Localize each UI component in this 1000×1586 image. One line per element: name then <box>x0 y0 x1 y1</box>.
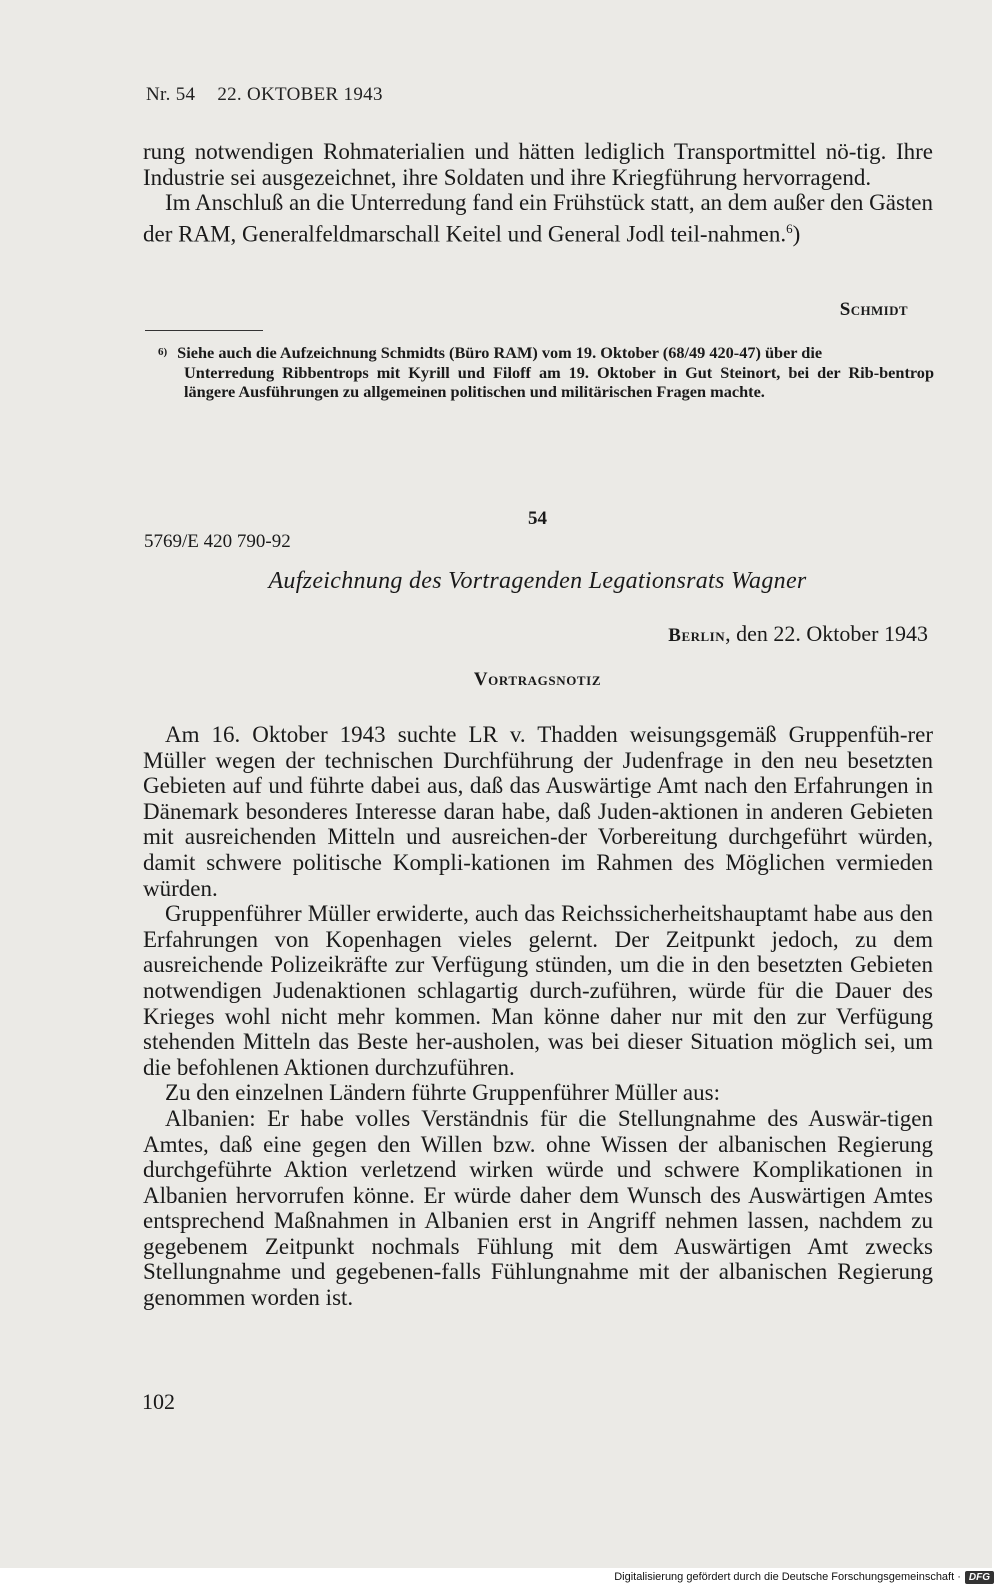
credit-text: Digitalisierung gefördert durch die Deutsche Forschungsgemeinschaft · <box>614 1571 961 1583</box>
digitization-credit <box>614 1568 1000 1586</box>
footnote-divider <box>145 330 263 331</box>
header-doc-number: Nr. 54 <box>146 84 196 105</box>
footnote-reference: 6 <box>786 220 793 236</box>
running-header <box>146 84 383 106</box>
dateline <box>668 621 928 647</box>
paragraph: rung notwendigen Rohmaterialien und hätten lediglich Transportmittel nö-tig. Ihre Industrie sei ausgezeichnet, ihre Soldaten und ihre Kriegführung hervorragend. <box>143 139 933 190</box>
paragraph: Gruppenführer Müller erwiderte, auch das Reichssicherheitshauptamt habe aus den Erfahrungen von Kopenhagen vieles gelernt. Der Zeitpunkt jedoch, zu dem ausreichende Polizeikräfte zur Verfügung stünden, um die in den besetzten Gebieten notwendigen Judenaktionen schlagartig durch-zuführen, würde für die Dauer des Krieges wohl nicht mehr kommen. Man könne daher nur mit den zur Verfügung stehenden Mitteln das Beste her-ausholen, was bei dieser Situation möglich sei, um die befohlenen Aktionen durchzuführen. <box>143 901 933 1080</box>
dateline-date: , den 22. Oktober 1943 <box>725 621 928 646</box>
header-date: 22. OKTOBER 1943 <box>217 84 383 105</box>
document-number: 54 <box>528 508 547 529</box>
footnote-marker-number: 6 <box>158 346 164 358</box>
footnote <box>158 343 934 402</box>
footnote-text: Siehe auch die Aufzeichnung Schmidts (Büro RAM) vom 19. Oktober (68/49 420-47) über die <box>177 343 823 362</box>
signature: Schmidt <box>839 299 908 320</box>
paragraph: Albanien: Er habe volles Verständnis für die Stellungnahme des Auswär-tigen Amtes, daß eine gegen den Willen bzw. ohne Wissen der albanischen Regierung durchgeführte Aktion verletzend wirken würde und schwere Komplikationen in Albanien hervorrufen könne. Er würde daher dem Wunsch des Auswärtigen Amtes entsprechend Maßnahmen in Albanien erst in Angriff nehmen lassen, nachdem zu gegebenem Zeitpunkt nochmals Fühlung mit dem Auswärtigen Amt zwecks Stellungnahme und gegebenen-falls Fühlungnahme mit der albanischen Regierung genommen worden ist. <box>143 1105 933 1311</box>
dfg-logo: DFG <box>965 1571 994 1584</box>
paragraph: Zu den einzelnen Ländern führte Gruppenführer Müller aus: <box>165 1080 720 1106</box>
document-title: Aufzeichnung des Vortragenden Legationsrats Wagner <box>268 568 807 594</box>
file-reference: 5769/E 420 790-92 <box>144 531 291 552</box>
dateline-place: Berlin <box>668 625 726 646</box>
document-body <box>143 722 933 1311</box>
continued-text <box>143 139 933 247</box>
document-heading: Vortragsnotiz <box>473 669 602 690</box>
paragraph-text: Im Anschluß an die Unterredung fand ein Frühstück statt, an dem außer den Gästen der RAM, Generalfeldmarschall Keitel und General Jodl teil-nahmen. <box>143 190 933 247</box>
page-number: 102 <box>142 1389 175 1414</box>
footnote-continuation: Unterredung Ribbentrops mit Kyrill und Filoff am 19. Oktober in Gut Steinort, bei der Rib-bentrop längere Ausführungen zu allgemeinen politischen und militärischen Fragen machte. <box>184 362 934 401</box>
paragraph: Am 16. Oktober 1943 suchte LR v. Thadden weisungsgemäß Gruppenfüh-rer Müller wegen der technischen Durchführung der Judenfrage in den neu besetzten Gebieten auf und führte dabei aus, daß das Auswärtige Amt nach den Erfahrungen in Dänemark besonderes Interesse daran habe, daß Juden-aktionen in anderen Gebieten mit ausreichenden Mitteln und ausreichen-der Vorbereitung durchgeführt würden, damit schwere politische Kompli-kationen im Rahmen des Möglichen vermieden würden. <box>143 722 933 901</box>
footnote-marker: 6) <box>158 346 168 358</box>
footnote-first-line <box>158 343 934 363</box>
paragraph: Im Anschluß an die Unterredung fand ein Frühstück statt, an dem außer den Gästen der RAM, Generalfeldmarschall Keitel und General Jodl teil-nahmen.$^6$) <box>143 190 933 247</box>
